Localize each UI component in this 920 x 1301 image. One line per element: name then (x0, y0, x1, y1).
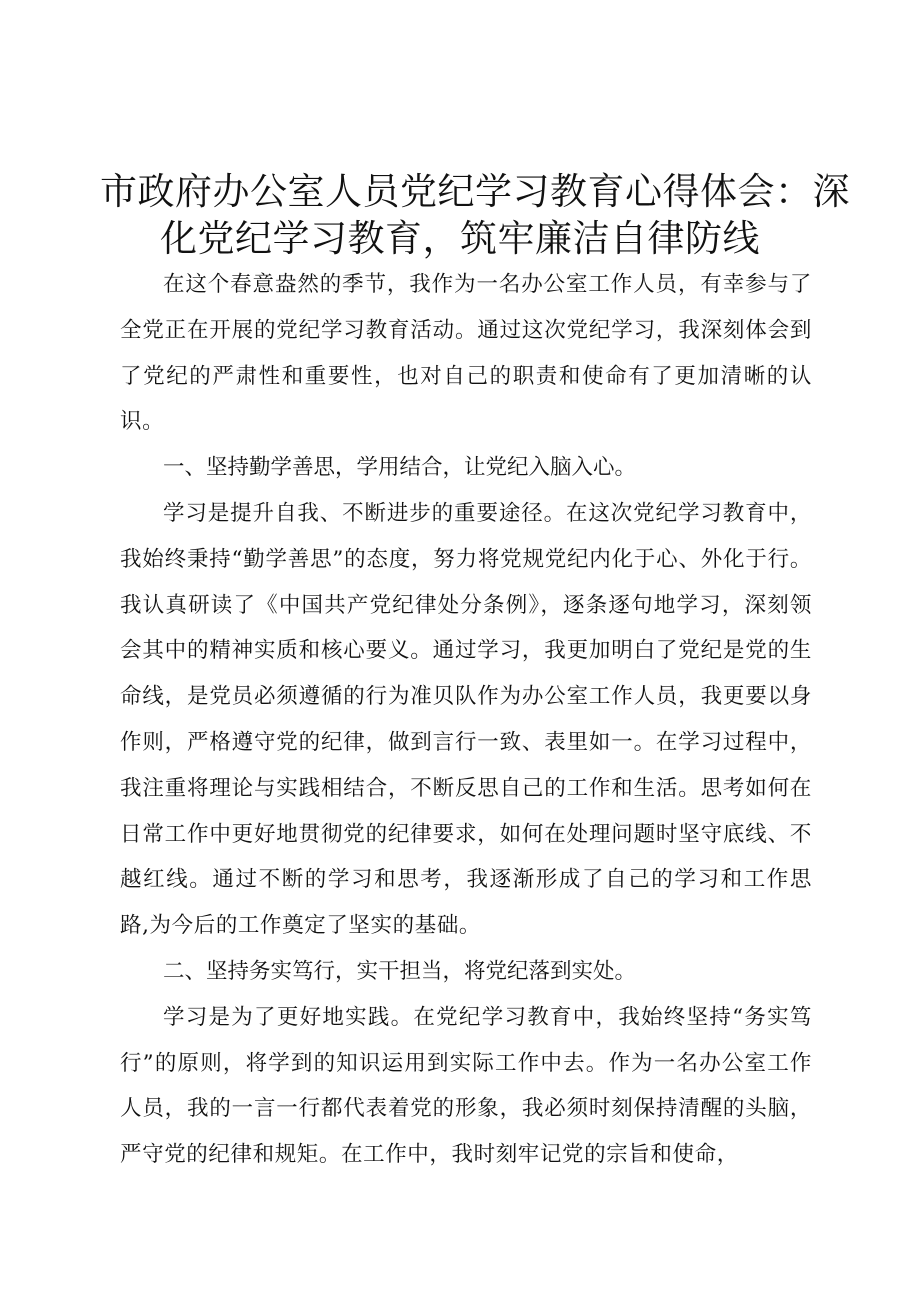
title-line-2: 化党纪学习教育，筑牢廉洁自律防线 (160, 217, 760, 260)
title-line-1: 市政府办公室人员党纪学习教育心得体会：深 (100, 170, 850, 213)
section-1-heading: 一、坚持勤学善思，学用结合，让党纪入脑入心。 (163, 455, 637, 481)
section-1-paragraph: 学习是提升自我、不断进步的重要途径。在这次党纪学习教育中，我始终秉持“勤学善思”的态度，努力将党规党纪内化于心、外化于行。我认真研读了《中国共产党纪律处分条例》，逐条逐句地学习，深刻领会其中的精神实质和核心要义。通过学习，我更加明白了党纪是党的生命线，是党员必须遵循的行为准贝队作为办公室工作人员，我更要以身作则，严格遵守党的纪律，做到言行一致、表里如一。在学习过程中，我注重将理论与实践相结合，不断反思自己的工作和生活。思考如何在日常工作中更好地贯彻党的纪律要求，如何在处理问题时坚守底线、不越红线。通过不断的学习和思考，我逐渐形成了自己的学习和工作思路,为今后的工作奠定了坚实的基础。 (120, 500, 812, 939)
intro-paragraph: 在这个春意盎然的季节，我作为一名办公室工作人员，有幸参与了全党正在开展的党纪学习教育活动。通过这次党纪学习，我深刻体会到了党纪的严肃性和重要性，也对自己的职责和使命有了更加清晰的认识。 (120, 272, 812, 435)
document-body (120, 262, 812, 1178)
section-2-paragraph: 学习是为了更好地实践。在党纪学习教育中，我始终坚持“务实笃行”的原则，将学到的知识运用到实际工作中去。作为一名办公室工作人员，我的一言一行都代表着党的形象，我必须时刻保持清醒的头脑，严守党的纪律和规矩。在工作中，我时刻牢记党的宗旨和使命， (120, 1004, 812, 1168)
section-2-heading: 二、坚持务实笃行，实干担当，将党纪落到实处。 (163, 958, 637, 984)
document-title (100, 168, 850, 262)
